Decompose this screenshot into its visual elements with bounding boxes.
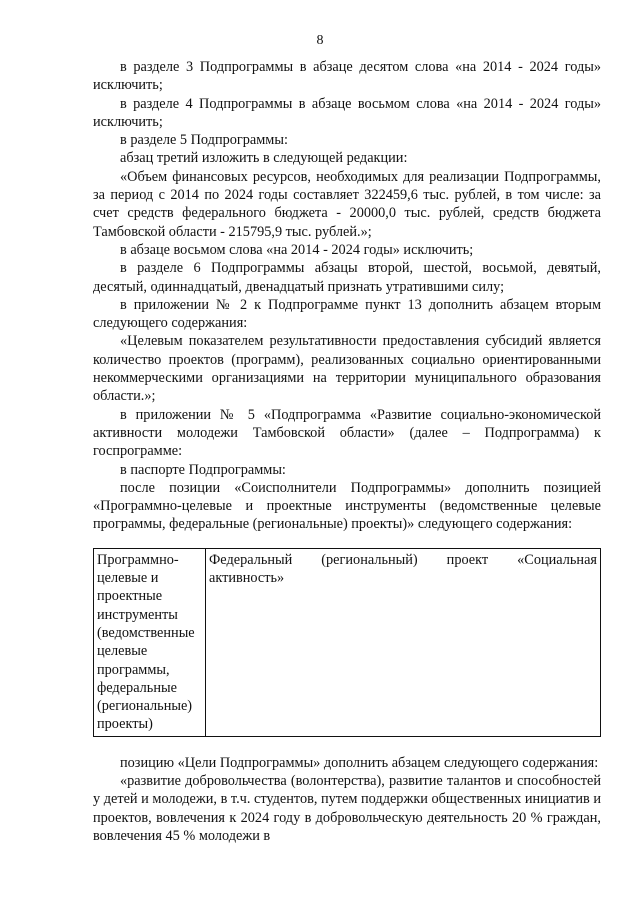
paragraph: в приложении № 5 «Подпрограмма «Развитие социально-экономической активности молодежи Тамбовской области» (далее – Подпрограмма) к госпрограмме: (93, 406, 601, 460)
passport-table-wrapper (93, 548, 601, 737)
paragraph: абзац третий изложить в следующей редакции: (120, 150, 408, 167)
continuation-block (93, 754, 601, 845)
paragraph: «Объем финансовых ресурсов, необходимых для реализации Подпрограммы, за период с 2014 по 2024 годы составляет 322459,6 тыс. рублей, в том числе: за счет средств федерального бюджета - 20000,0 тыс. рублей, средств бюджета Тамбовской области - 215795,9 тыс. рублей.»; (93, 168, 601, 240)
paragraph: в паспорте Подпрограммы: (120, 461, 286, 478)
paragraph: «Целевым показателем результативности предоставления субсидий является количество проектов (программ), реализованных социально ориентированными некоммерческими организациями на территории муниципального образования области.»; (93, 333, 601, 405)
paragraph: в разделе 5 Подпрограммы: (120, 132, 288, 149)
paragraph: в абзаце восьмом слова «на 2014 - 2024 годы» исключить; (120, 241, 474, 258)
table-cell-value: Федеральный (региональный) проект «Социальная активность» (206, 548, 601, 736)
paragraph: в разделе 6 Подпрограммы абзацы второй, шестой, восьмой, девятый, десятый, одиннадцатый, двенадцатый признать утратившими силу; (93, 260, 601, 295)
paragraph: позицию «Цели Подпрограммы» дополнить абзацем следующего содержания: (120, 754, 599, 771)
page-number: 8 (316, 33, 324, 48)
document-body (93, 58, 601, 845)
table-row (94, 548, 601, 736)
paragraph: в разделе 3 Подпрограммы в абзаце десятом слова «на 2014 - 2024 годы» исключить; (93, 59, 601, 94)
table-cell-label: Программно-целевые и проектные инструменты (ведомственные целевые программы, федеральные (региональные) проекты) (94, 548, 206, 736)
passport-table (93, 548, 601, 737)
paragraph: в разделе 4 Подпрограммы в абзаце восьмом слова «на 2014 - 2024 годы» исключить; (93, 95, 601, 130)
paragraph: «развитие добровольчества (волонтерства), развитие талантов и способностей у детей и молодежи, в т.ч. студентов, путем поддержки общественных инициатив и проектов, вовлечения к 2024 году в добровольческую деятельность 20 % граждан, вовлечения 45 % молодежи в (93, 772, 601, 844)
paragraph: после позиции «Соисполнители Подпрограммы» дополнить позицией «Программно-целевые и проектные инструменты (ведомственные целевые программы, федеральные (региональные) проекты)» следующего содержания: (93, 479, 601, 533)
paragraph: в приложении № 2 к Подпрограмме пункт 13 дополнить абзацем вторым следующего содержания: (93, 296, 601, 332)
